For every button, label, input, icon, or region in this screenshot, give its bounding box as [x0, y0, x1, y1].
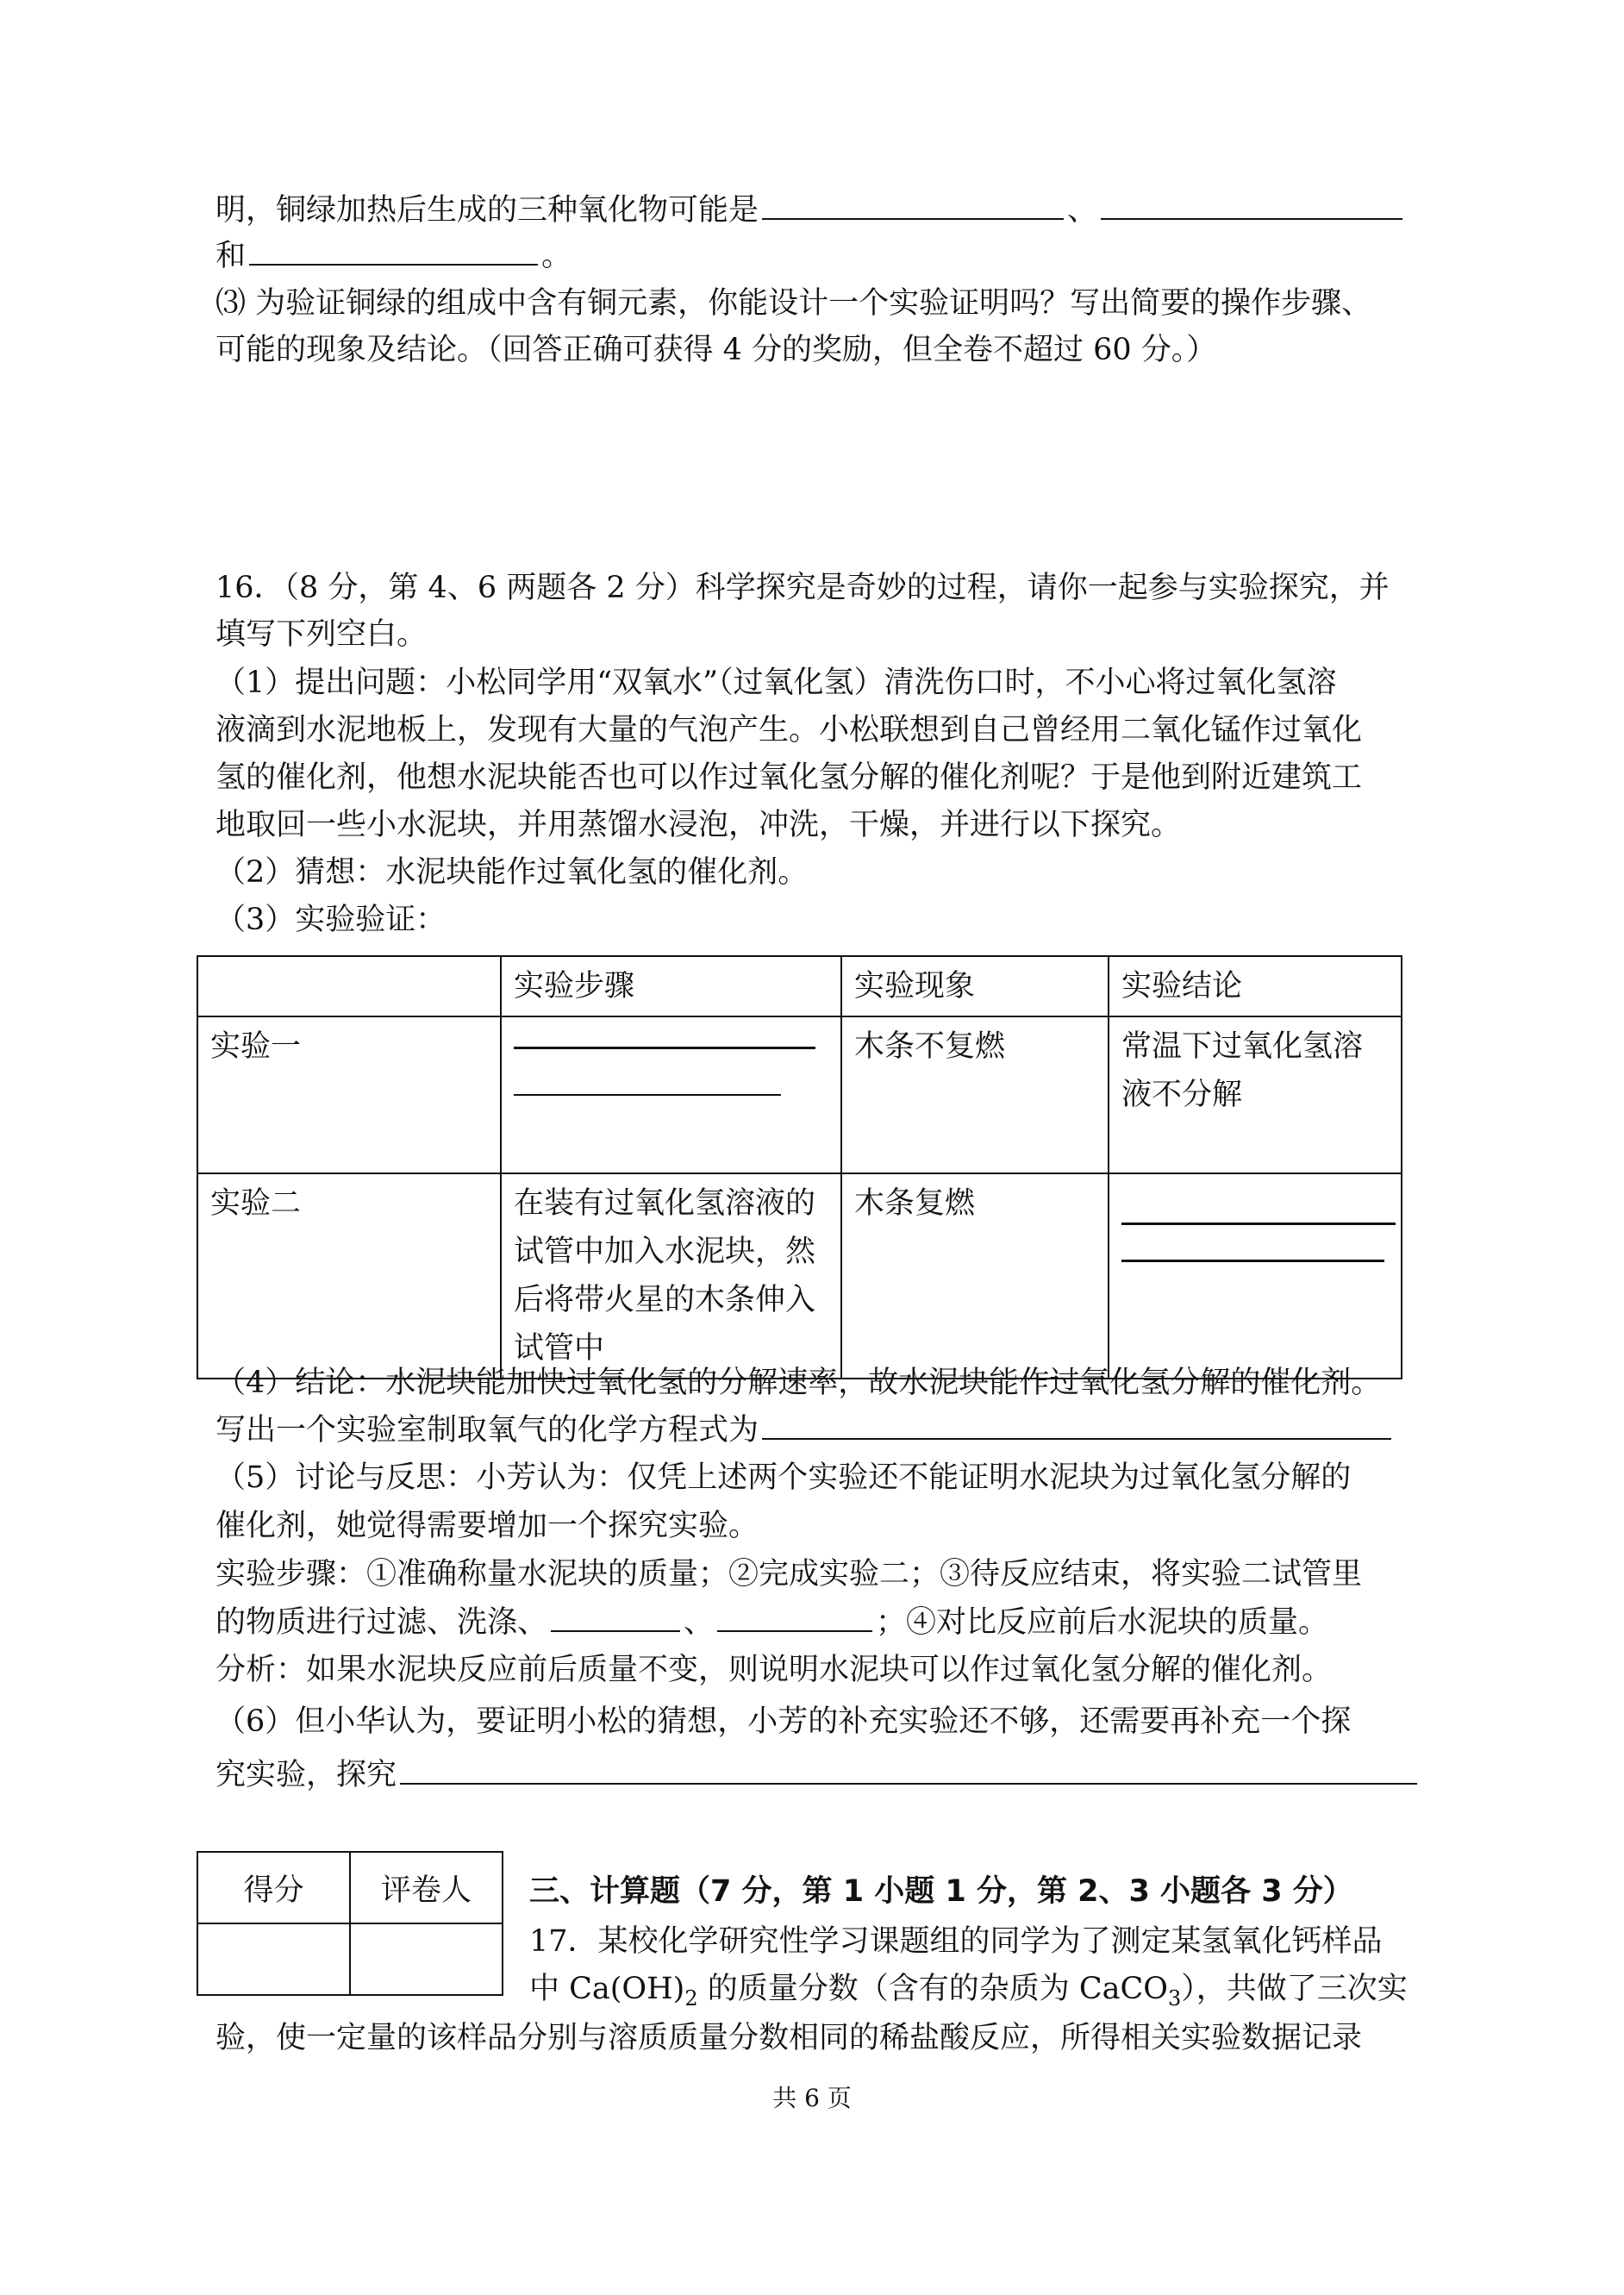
text: 的质量分数（含有的杂质为 CaCO [697, 1972, 1168, 2006]
row-1-step-blank[interactable] [501, 1016, 841, 1173]
separator: 、 [1067, 193, 1098, 228]
question-16-line-2: 填写下列空白。 [215, 617, 428, 652]
subscript: 3 [1167, 1986, 1182, 2010]
row-1-phenomenon: 木条不复燃 [841, 1016, 1109, 1173]
table-header-conclusion: 实验结论 [1109, 956, 1402, 1016]
para-1-line-4: 地取回一些小水泥块，并用蒸馏水浸泡，冲洗，干燥，并进行以下探究。 [215, 808, 1182, 842]
line-1 [215, 191, 1406, 229]
text: 。 [541, 239, 572, 273]
text: 写出一个实验室制取氧气的化学方程式为 [215, 1413, 759, 1448]
row-2-step: 在装有过氧化氢溶液的试管中加入水泥块，然后将带火星的木条伸入试管中 [501, 1173, 841, 1379]
table-header-empty [197, 956, 501, 1016]
para-1-line-2: 液滴到水泥地板上，发现有大量的气泡产生。小松联想到自己曾经用二氧化锰作过氧化 [215, 713, 1363, 747]
answer-line [514, 1047, 815, 1049]
row-1-label: 实验一 [197, 1016, 501, 1173]
grader-label: 评卷人 [350, 1852, 503, 1923]
separator: 、 [684, 1605, 715, 1640]
row-2-label: 实验二 [197, 1173, 501, 1379]
score-label: 得分 [197, 1852, 350, 1923]
para-5-line-1: （5）讨论与反思：小芳认为：仅凭上述两个实验还不能证明水泥块为过氧化氢分解的 [215, 1460, 1352, 1495]
question-16-line-1: 16．（8 分，第 4、6 两题各 2 分）科学探究是奇妙的过程，请你一起参与实验探究，并 [215, 571, 1390, 605]
para-6-line-2 [215, 1756, 1421, 1794]
para-5-line-3: 实验步骤：①准确称量水泥块的质量；②完成实验二；③待反应结束，将实验二试管里 [215, 1557, 1363, 1591]
page-footer: 共 6 页 [772, 2084, 852, 2112]
table-header-steps: 实验步骤 [501, 956, 841, 1016]
para-2: （2）猜想：水泥块能作过氧化氢的催化剂。 [215, 855, 809, 890]
grader-field[interactable] [350, 1923, 503, 1995]
para-4-line-2 [215, 1411, 1395, 1449]
text: 究实验，探究 [215, 1758, 397, 1792]
text: 和 [215, 239, 247, 273]
text: ），共做了三次实 [1181, 1972, 1408, 2006]
line-4: 可能的现象及结论。（回答正确可获得 4 分的奖励，但全卷不超过 60 分。） [215, 333, 1217, 367]
subscript: 2 [684, 1986, 698, 2010]
answer-blank[interactable] [400, 1757, 1417, 1785]
answer-blank[interactable] [762, 192, 1064, 220]
para-1-line-3: 氢的催化剂，他想水泥块能否也可以作过氧化氢分解的催化剂呢？于是他到附近建筑工 [215, 760, 1363, 795]
answer-blank[interactable] [249, 238, 538, 266]
answer-blank[interactable] [1101, 192, 1402, 220]
row-1-conclusion: 常温下过氧化氢溶液不分解 [1109, 1016, 1402, 1173]
question-17-line-1: 17．某校化学研究性学习课题组的同学为了测定某氢氧化钙样品 [529, 1924, 1383, 1959]
question-17-line-2 [529, 1970, 1408, 2017]
section-3-title: 三、计算题（7 分，第 1 小题 1 分，第 2、3 小题各 3 分） [529, 1874, 1353, 1909]
experiment-table [197, 955, 1402, 1379]
answer-line [1121, 1260, 1384, 1262]
para-6-line-1: （6）但小华认为，要证明小松的猜想，小芳的补充实验还不够，还需要再补充一个探 [215, 1704, 1352, 1739]
equation-blank[interactable] [762, 1412, 1391, 1440]
row-2-phenomenon: 木条复燃 [841, 1173, 1109, 1379]
line-2 [215, 237, 572, 275]
row-2-conclusion-blank[interactable] [1109, 1173, 1402, 1379]
para-5-line-4 [215, 1604, 1328, 1642]
para-1-line-1: （1）提出问题：小松同学用“双氧水”（过氧化氢）清洗伤口时，不小心将过氧化氢溶 [215, 666, 1337, 700]
score-field[interactable] [197, 1923, 350, 1995]
answer-line [1121, 1223, 1396, 1225]
line-3: ⑶ 为验证铜绿的组成中含有铜元素，你能设计一个实验证明吗？写出简要的操作步骤、 [215, 286, 1372, 321]
para-4-line-1: （4）结论：水泥块能加快过氧化氢的分解速率，故水泥块能作过氧化氢分解的催化剂。 [215, 1366, 1382, 1400]
answer-blank[interactable] [717, 1604, 872, 1632]
text: 中 Ca(OH) [529, 1972, 685, 2006]
question-17-line-3: 验，使一定量的该样品分别与溶质质量分数相同的稀盐酸反应，所得相关实验数据记录 [215, 2021, 1363, 2055]
text: 的物质进行过滤、洗涤、 [215, 1605, 548, 1640]
para-3: （3）实验验证： [215, 903, 447, 937]
text: 明，铜绿加热后生成的三种氧化物可能是 [215, 193, 759, 228]
answer-blank[interactable] [551, 1604, 680, 1632]
para-5-line-2: 催化剂，她觉得需要增加一个探究实验。 [215, 1509, 759, 1543]
answer-line [514, 1094, 781, 1096]
text: ；④对比反应前后水泥块的质量。 [876, 1605, 1329, 1640]
score-box [197, 1851, 503, 1996]
para-5-line-5: 分析：如果水泥块反应前后质量不变，则说明水泥块可以作过氧化氢分解的催化剂。 [215, 1653, 1333, 1687]
table-header-phenomenon: 实验现象 [841, 956, 1109, 1016]
